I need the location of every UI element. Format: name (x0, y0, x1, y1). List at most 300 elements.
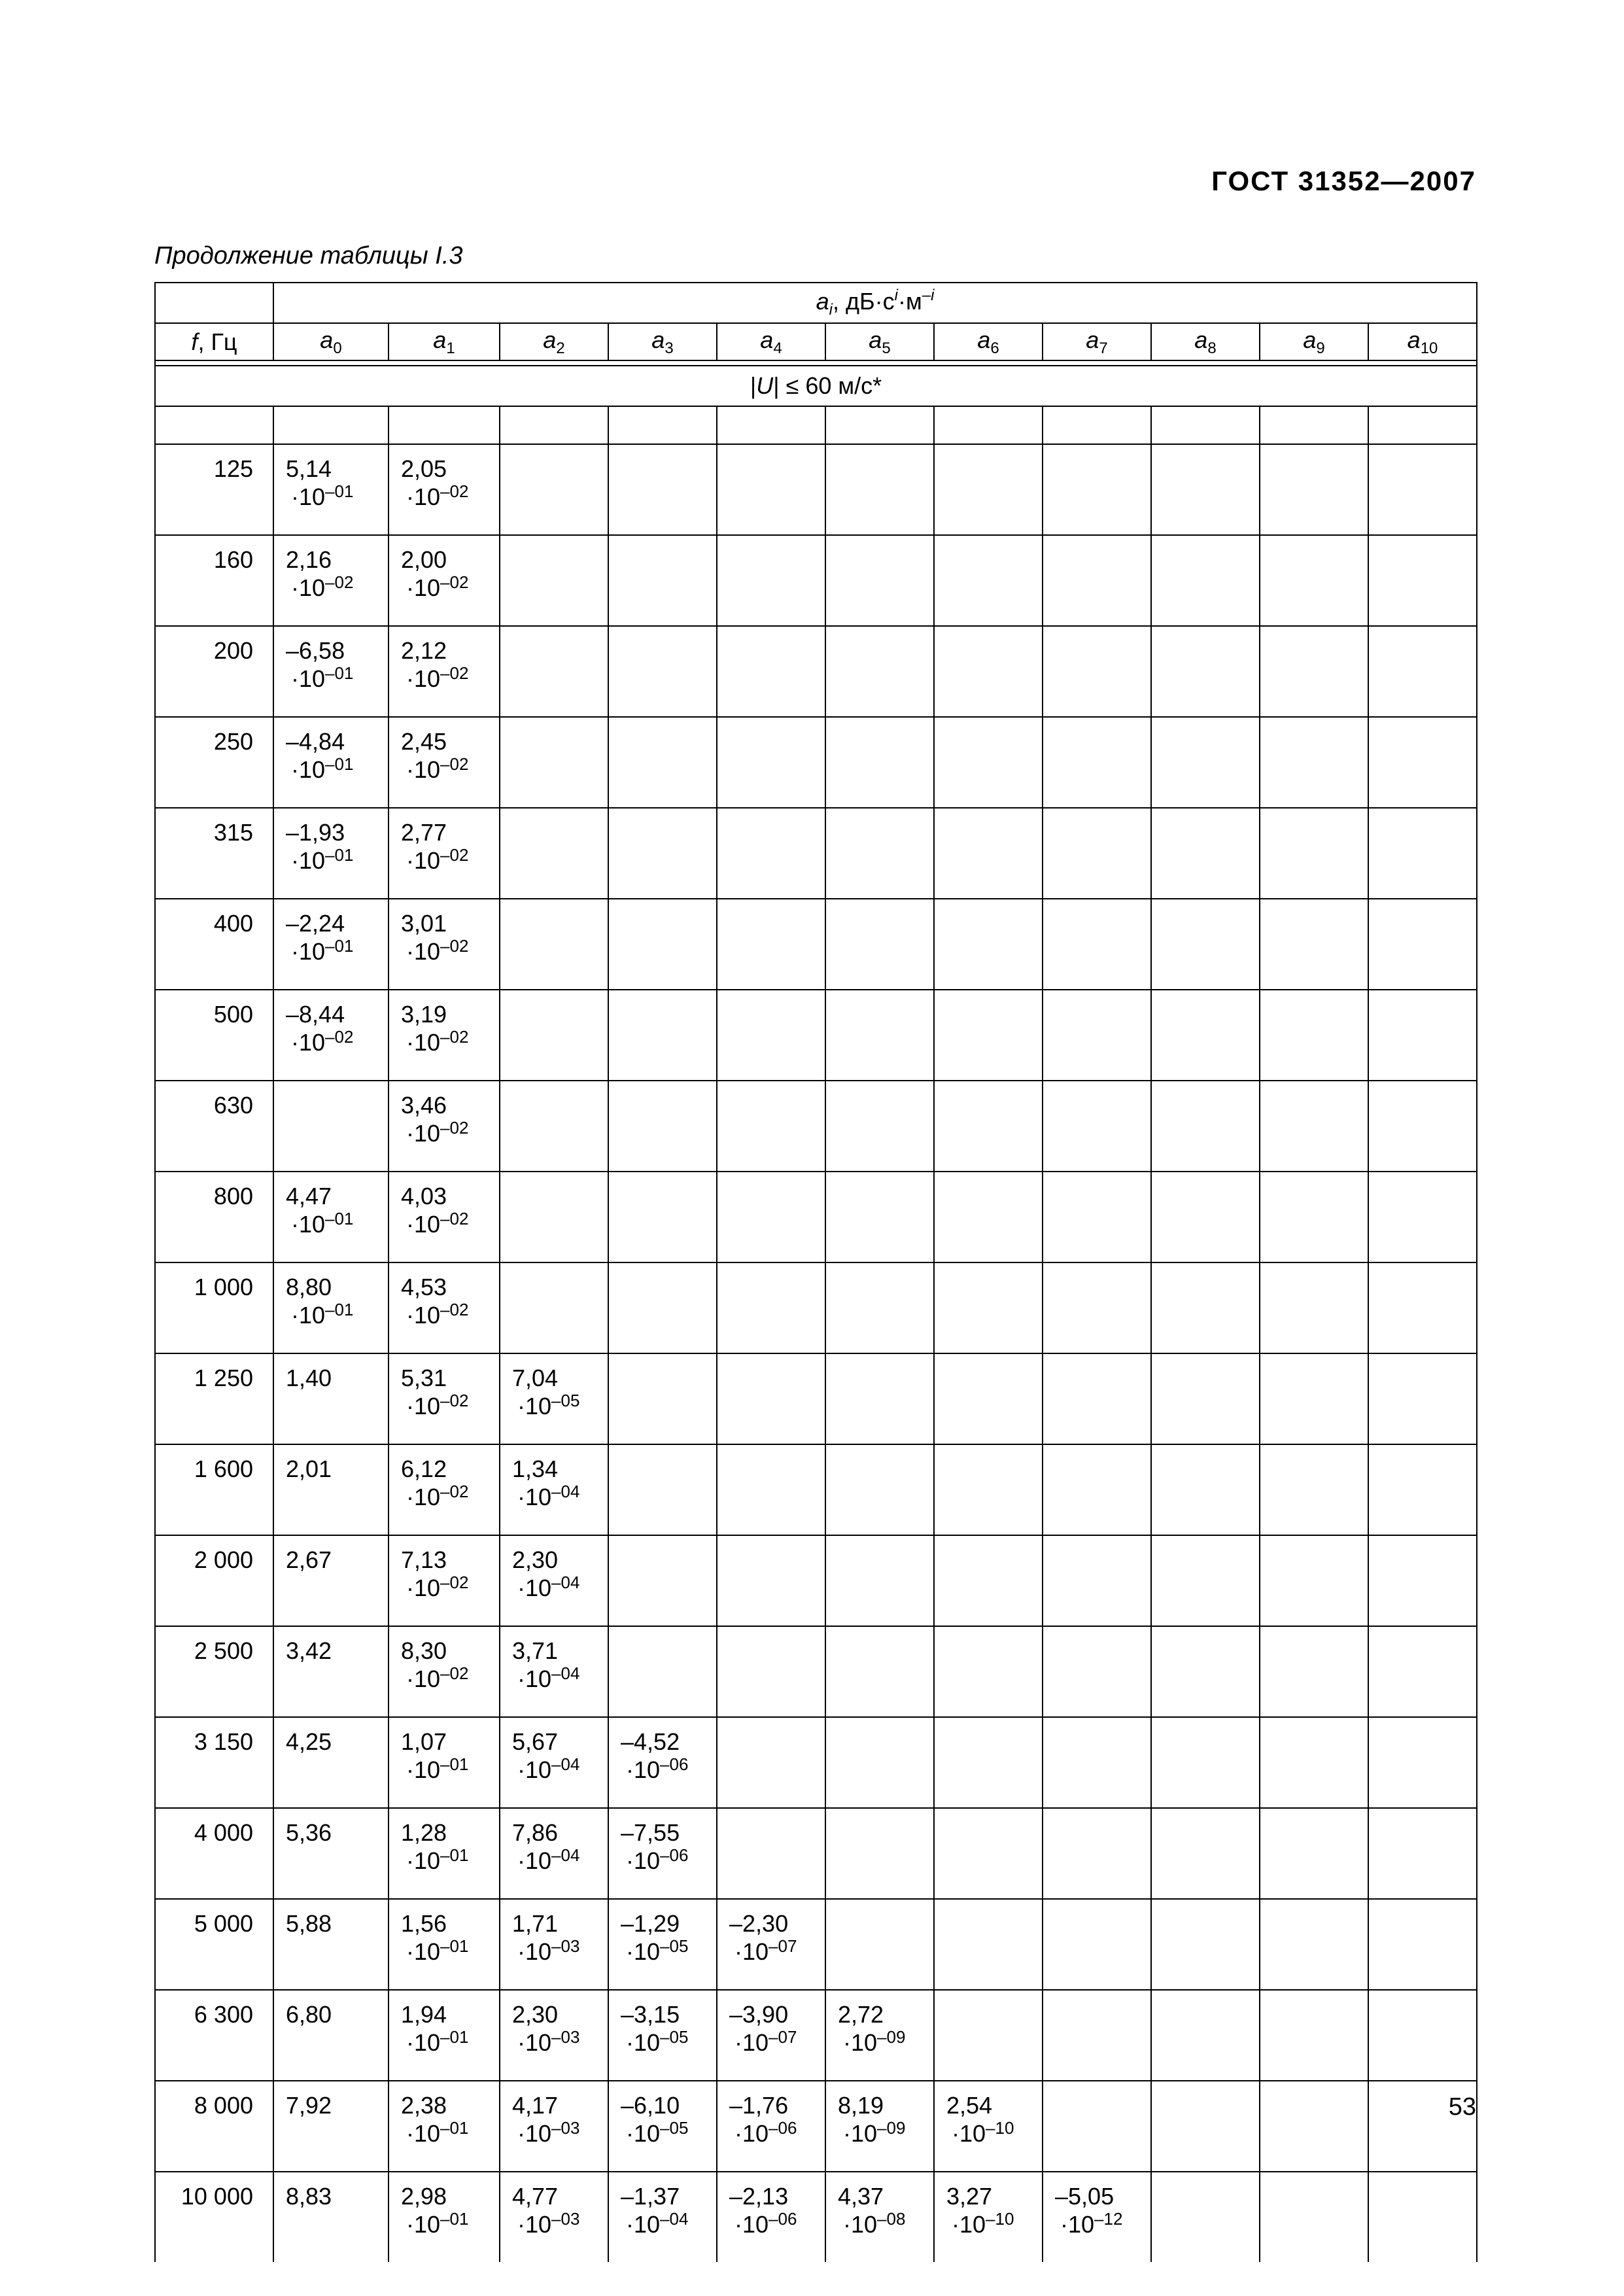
exponent-base: ·10 (406, 938, 441, 965)
exponent-power: –02 (325, 1027, 354, 1047)
coef-cell-a7 (1043, 1353, 1151, 1444)
table-row (155, 808, 1477, 899)
coef-cell-a9 (1260, 1444, 1368, 1535)
exponent-base: ·10 (406, 1211, 441, 1238)
coef-cell-a10 (1368, 717, 1477, 808)
exponent (621, 1846, 716, 1874)
coef-cell-a6 (934, 1990, 1043, 2081)
exponent-power: –01 (325, 663, 354, 684)
exponent (621, 2028, 716, 2056)
exponent-base: ·10 (406, 1847, 441, 1875)
exponent-power: –01 (325, 1300, 354, 1320)
coef-cell-a4 (717, 1444, 825, 1535)
exponent (401, 2210, 499, 2238)
exponent (286, 1300, 388, 1329)
coef-cell-a3 (608, 717, 717, 808)
coef-cell-a2 (500, 717, 608, 808)
mantissa: 2,45 (401, 728, 447, 755)
exponent (401, 482, 499, 510)
coef-cell-a6 (934, 1081, 1043, 1172)
exponent (401, 1664, 499, 1692)
exponent (729, 1937, 825, 1965)
coef-cell-a2 (500, 1172, 608, 1262)
exponent (401, 846, 499, 874)
table-row (155, 1535, 1477, 1626)
table-row (155, 1353, 1477, 1444)
exponent-base: ·10 (626, 1756, 661, 1784)
exponent-base: ·10 (626, 1847, 661, 1875)
mantissa: 5,67 (512, 1728, 559, 1755)
coef-cell-a10 (1368, 1172, 1477, 1262)
coef-cell-a5 (825, 1808, 934, 1899)
exponent-base: ·10 (517, 2120, 552, 2148)
coef-cell-a1 (389, 444, 500, 535)
coef-cell-a1 (389, 990, 500, 1081)
exponent-base: ·10 (406, 1029, 441, 1056)
separator-row (155, 360, 1477, 366)
mantissa: 8,30 (401, 1637, 447, 1664)
exponent (286, 846, 388, 874)
exponent (401, 2028, 499, 2056)
exponent (512, 1573, 608, 1601)
coef-cell-a3 (608, 1172, 717, 1262)
coef-header-a6 (934, 323, 1043, 360)
frequency-cell: 315 (155, 808, 273, 899)
coef-cell-a9 (1260, 1990, 1368, 2081)
exponent-power: –05 (551, 1391, 580, 1411)
mantissa: 3,46 (401, 1092, 447, 1119)
mantissa: 2,16 (286, 546, 332, 573)
condition-var: U (756, 372, 774, 400)
exponent (838, 2210, 933, 2238)
coef-cell-a2 (500, 899, 608, 990)
exponent-base: ·10 (406, 1938, 441, 1966)
coef-cell-a7 (1043, 1081, 1151, 1172)
exponent (401, 1846, 499, 1874)
coef-cell-a1 (389, 1081, 500, 1172)
exponent-base: ·10 (517, 1938, 552, 1966)
mantissa: 7,13 (401, 1546, 447, 1573)
coef-cell-a7 (1043, 899, 1151, 990)
exponent-base: ·10 (406, 1393, 441, 1420)
mantissa: –1,93 (286, 819, 345, 846)
coef-cell-a10 (1368, 1899, 1477, 1990)
exponent-base: ·10 (517, 1665, 552, 1693)
exponent (401, 1573, 499, 1601)
coef-symbol: a (320, 326, 334, 353)
coef-symbol: a (977, 326, 991, 353)
coef-cell-a5 (825, 899, 934, 990)
exponent-power: –01 (440, 1845, 469, 1866)
header-sup2: –i (922, 287, 935, 305)
condition-suffix: | ≤ 60 м/с* (773, 372, 882, 400)
exponent-base: ·10 (406, 1484, 441, 1511)
coef-cell-a6 (934, 1353, 1043, 1444)
exponent (621, 2210, 716, 2238)
coef-cell-a4 (717, 1899, 825, 1990)
coef-sub: 10 (1420, 339, 1438, 357)
mantissa: 2,05 (401, 455, 447, 482)
exponent (401, 755, 499, 783)
exponent (286, 755, 388, 783)
coef-cell-a2 (500, 1262, 608, 1353)
mantissa: –2,24 (286, 910, 345, 937)
mantissa: 4,53 (401, 1274, 447, 1300)
spacer-row (155, 406, 1477, 444)
coef-symbol: a (1407, 326, 1421, 353)
coef-cell-a10 (1368, 899, 1477, 990)
coef-sub: 0 (333, 339, 342, 357)
exponent-power: –03 (551, 2027, 580, 2047)
coef-cell-a6 (934, 1717, 1043, 1808)
coefficient-units-header (273, 283, 1477, 323)
coef-cell-a7 (1043, 1444, 1151, 1535)
coef-cell-a6 (934, 2081, 1043, 2172)
exponent (621, 1755, 716, 1783)
exponent (1055, 2210, 1150, 2238)
coef-sub: 3 (665, 339, 674, 357)
coef-cell-a3 (608, 1626, 717, 1717)
coef-cell-a10 (1368, 1081, 1477, 1172)
exponent-power: –01 (325, 1209, 354, 1229)
exponent (512, 2119, 608, 2147)
exponent-power: –05 (660, 1936, 689, 1957)
coef-cell-a6 (934, 1626, 1043, 1717)
exponent-power: –02 (440, 936, 469, 956)
coef-cell-a0 (273, 535, 389, 626)
frequency-column-header (155, 323, 273, 360)
coef-cell-a8 (1151, 1990, 1260, 2081)
exponent (838, 2028, 933, 2056)
coef-header-a8 (1151, 323, 1260, 360)
exponent-power: –01 (325, 845, 354, 865)
exponent-power: –02 (325, 572, 354, 593)
exponent-power: –08 (877, 2209, 906, 2229)
table-row (155, 1808, 1477, 1899)
exponent-power: –01 (440, 1754, 469, 1775)
coef-cell-a10 (1368, 990, 1477, 1081)
coef-symbol: a (760, 326, 774, 353)
frequency-cell: 250 (155, 717, 273, 808)
mantissa: 1,28 (401, 1819, 447, 1846)
mantissa: –1,29 (621, 1910, 680, 1937)
exponent-power: –02 (440, 481, 469, 502)
coef-cell-a8 (1151, 444, 1260, 535)
mantissa: 5,36 (286, 1819, 332, 1846)
mantissa: 2,67 (286, 1546, 332, 1573)
mantissa: 6,80 (286, 2001, 332, 2028)
mantissa: 5,31 (401, 1365, 447, 1391)
coef-sub: 6 (990, 339, 999, 357)
coef-cell-a3 (608, 626, 717, 717)
exponent-base: ·10 (406, 483, 441, 511)
coef-cell-a5 (825, 1717, 934, 1808)
coef-cell-a9 (1260, 2172, 1368, 2262)
exponent (946, 2210, 1042, 2238)
coef-header-a0 (273, 323, 389, 360)
condition-cell (155, 366, 1477, 406)
exponent-power: –04 (660, 2209, 689, 2229)
coef-cell-a2 (500, 1353, 608, 1444)
table-caption: Продолжение таблицы I.3 (154, 242, 463, 270)
coef-cell-a8 (1151, 1626, 1260, 1717)
exponent-base: ·10 (406, 2120, 441, 2148)
mantissa: –8,44 (286, 1001, 345, 1028)
coef-cell-a10 (1368, 444, 1477, 535)
coef-cell-a4 (717, 899, 825, 990)
coef-cell-a6 (934, 990, 1043, 1081)
table-row (155, 1717, 1477, 1808)
exponent-base: ·10 (291, 756, 326, 784)
coef-cell-a9 (1260, 535, 1368, 626)
exponent (401, 573, 499, 601)
exponent-power: –03 (551, 1936, 580, 1957)
coef-cell-a8 (1151, 1808, 1260, 1899)
frequency-cell: 6 300 (155, 1990, 273, 2081)
coef-sub: 9 (1316, 339, 1325, 357)
coef-cell-a5 (825, 1899, 934, 1990)
mantissa: 3,19 (401, 1001, 447, 1028)
coef-cell-a3 (608, 444, 717, 535)
exponent-base: ·10 (406, 1302, 441, 1329)
exponent (729, 2210, 825, 2238)
exponent-base: ·10 (291, 847, 326, 875)
table-row (155, 2081, 1477, 2172)
coef-cell-a3 (608, 1899, 717, 1990)
exponent (838, 2119, 933, 2147)
coef-sub: 4 (773, 339, 782, 357)
coef-cell-a8 (1151, 899, 1260, 990)
exponent (621, 1937, 716, 1965)
mantissa: 2,98 (401, 2183, 447, 2210)
coef-cell-a9 (1260, 899, 1368, 990)
exponent-power: –02 (440, 1209, 469, 1229)
table-row (155, 1444, 1477, 1535)
coef-symbol: a (1086, 326, 1099, 353)
coef-cell-a0 (273, 1626, 389, 1717)
table-row (155, 1172, 1477, 1262)
exponent (401, 1119, 499, 1147)
exponent-power: –04 (551, 1573, 580, 1593)
exponent-power: –02 (440, 1573, 469, 1593)
exponent-base: ·10 (843, 2120, 878, 2148)
coef-cell-a3 (608, 1444, 717, 1535)
coef-cell-a9 (1260, 1626, 1368, 1717)
exponent-base: ·10 (406, 665, 441, 693)
exponent (512, 1755, 608, 1783)
coef-symbol: a (543, 326, 557, 353)
exponent-power: –04 (551, 1845, 580, 1866)
coef-cell-a1 (389, 535, 500, 626)
exponent-power: –02 (440, 754, 469, 774)
page-number: 53 (1448, 2093, 1476, 2121)
exponent-base: ·10 (406, 756, 441, 784)
mantissa: 5,14 (286, 455, 332, 482)
coef-cell-a7 (1043, 1626, 1151, 1717)
table-row (155, 1626, 1477, 1717)
coef-sub: 2 (556, 339, 565, 357)
coef-cell-a9 (1260, 1717, 1368, 1808)
coef-cell-a10 (1368, 1990, 1477, 2081)
exponent-power: –01 (325, 936, 354, 956)
mantissa: 2,30 (512, 1546, 559, 1573)
coef-cell-a7 (1043, 2172, 1151, 2262)
coef-cell-a5 (825, 626, 934, 717)
condition-prefix: | (750, 372, 757, 400)
coef-cell-a4 (717, 535, 825, 626)
mantissa: –6,10 (621, 2092, 680, 2119)
coef-cell-a2 (500, 1081, 608, 1172)
coef-cell-a5 (825, 1353, 934, 1444)
mantissa: 1,71 (512, 1910, 559, 1937)
exponent (512, 1482, 608, 1510)
table-row (155, 1081, 1477, 1172)
coef-cell-a2 (500, 1626, 608, 1717)
coef-cell-a4 (717, 717, 825, 808)
coef-cell-a0 (273, 1172, 389, 1262)
coef-cell-a4 (717, 1353, 825, 1444)
exponent (512, 1391, 608, 1419)
coef-cell-a10 (1368, 808, 1477, 899)
coef-symbol: a (1303, 326, 1317, 353)
header-units: , дБ·с (833, 288, 895, 315)
coef-cell-a7 (1043, 626, 1151, 717)
exponent (401, 937, 499, 965)
coef-cell-a5 (825, 1535, 934, 1626)
exponent (401, 1300, 499, 1329)
coef-cell-a0 (273, 2081, 389, 2172)
coef-cell-a1 (389, 899, 500, 990)
coef-cell-a8 (1151, 1899, 1260, 1990)
mantissa: 2,30 (512, 2001, 559, 2028)
coef-cell-a2 (500, 990, 608, 1081)
coef-cell-a10 (1368, 2172, 1477, 2262)
exponent (401, 1482, 499, 1510)
coef-cell-a1 (389, 717, 500, 808)
coef-cell-a4 (717, 626, 825, 717)
coef-cell-a7 (1043, 1717, 1151, 1808)
exponent-base: ·10 (952, 2211, 986, 2238)
exponent-power: –01 (440, 1936, 469, 1957)
coef-cell-a9 (1260, 1172, 1368, 1262)
mantissa: 3,71 (512, 1637, 559, 1664)
header-sup1: i (894, 287, 898, 305)
coef-cell-a0 (273, 444, 389, 535)
mantissa: 8,83 (286, 2183, 332, 2210)
exponent-power: –07 (769, 2027, 797, 2047)
mantissa: 4,37 (838, 2183, 884, 2210)
coef-cell-a2 (500, 1717, 608, 1808)
coef-cell-a1 (389, 1899, 500, 1990)
coef-cell-a10 (1368, 1444, 1477, 1535)
exponent-base: ·10 (626, 2120, 661, 2148)
coef-cell-a3 (608, 899, 717, 990)
exponent (512, 1664, 608, 1692)
exponent (729, 2119, 825, 2147)
coef-cell-a10 (1368, 1626, 1477, 1717)
exponent-base: ·10 (734, 2120, 769, 2148)
table-row (155, 1262, 1477, 1353)
exponent-base: ·10 (1060, 2211, 1095, 2238)
coef-cell-a4 (717, 1172, 825, 1262)
mantissa: –3,15 (621, 2001, 680, 2028)
frequency-cell: 630 (155, 1081, 273, 1172)
exponent-base: ·10 (517, 2211, 552, 2238)
exponent-base: ·10 (406, 1665, 441, 1693)
coef-cell-a0 (273, 1808, 389, 1899)
coef-cell-a2 (500, 1808, 608, 1899)
header-symbol: a (816, 288, 829, 315)
coef-sub: 1 (446, 339, 455, 357)
exponent-power: –10 (986, 2209, 1014, 2229)
coef-cell-a4 (717, 1626, 825, 1717)
mantissa: 1,07 (401, 1728, 447, 1755)
exponent-base: ·10 (291, 1211, 326, 1238)
coef-header-a5 (825, 323, 934, 360)
table-row (155, 899, 1477, 990)
exponent-power: –05 (660, 2118, 689, 2138)
coef-cell-a10 (1368, 1717, 1477, 1808)
coef-cell-a6 (934, 1899, 1043, 1990)
exponent-power: –04 (551, 1754, 580, 1775)
column-header-row (155, 323, 1477, 360)
mantissa: 1,56 (401, 1910, 447, 1937)
coef-cell-a4 (717, 2172, 825, 2262)
coef-cell-a8 (1151, 2172, 1260, 2262)
coef-cell-a7 (1043, 1899, 1151, 1990)
exponent-power: –06 (769, 2209, 797, 2229)
table-row (155, 990, 1477, 1081)
document-code: ГОСТ 31352—2007 (1211, 165, 1476, 196)
mantissa: 1,40 (286, 1365, 332, 1391)
coef-cell-a5 (825, 2172, 934, 2262)
coef-cell-a2 (500, 626, 608, 717)
mantissa: 2,72 (838, 2001, 884, 2028)
exponent-power: –02 (440, 1118, 469, 1138)
coef-cell-a7 (1043, 717, 1151, 808)
exponent-power: –02 (440, 572, 469, 593)
mantissa: –7,55 (621, 1819, 680, 1846)
coef-cell-a3 (608, 1717, 717, 1808)
mantissa: –2,30 (729, 1910, 789, 1937)
mantissa: 4,03 (401, 1183, 447, 1209)
exponent-power: –04 (551, 1663, 580, 1684)
coef-cell-a8 (1151, 535, 1260, 626)
exponent-power: –02 (440, 1300, 469, 1320)
coef-cell-a8 (1151, 1717, 1260, 1808)
exponent-power: –06 (769, 2118, 797, 2138)
coef-cell-a5 (825, 1262, 934, 1353)
coef-cell-a7 (1043, 2081, 1151, 2172)
coef-sub: 8 (1207, 339, 1217, 357)
mantissa: –1,37 (621, 2183, 680, 2210)
mantissa: 2,01 (286, 1455, 332, 1482)
exponent-power: –02 (440, 845, 469, 865)
coef-cell-a4 (717, 1535, 825, 1626)
coef-header-a3 (608, 323, 717, 360)
exponent (401, 2119, 499, 2147)
frequency-cell: 500 (155, 990, 273, 1081)
mantissa: 3,27 (946, 2183, 993, 2210)
coef-cell-a4 (717, 2081, 825, 2172)
frequency-cell: 400 (155, 899, 273, 990)
coef-sub: 5 (882, 339, 891, 357)
coef-cell-a4 (717, 1990, 825, 2081)
mantissa: 2,77 (401, 819, 447, 846)
coef-cell-a6 (934, 1262, 1043, 1353)
coef-cell-a1 (389, 1990, 500, 2081)
mantissa: 5,88 (286, 1910, 332, 1937)
